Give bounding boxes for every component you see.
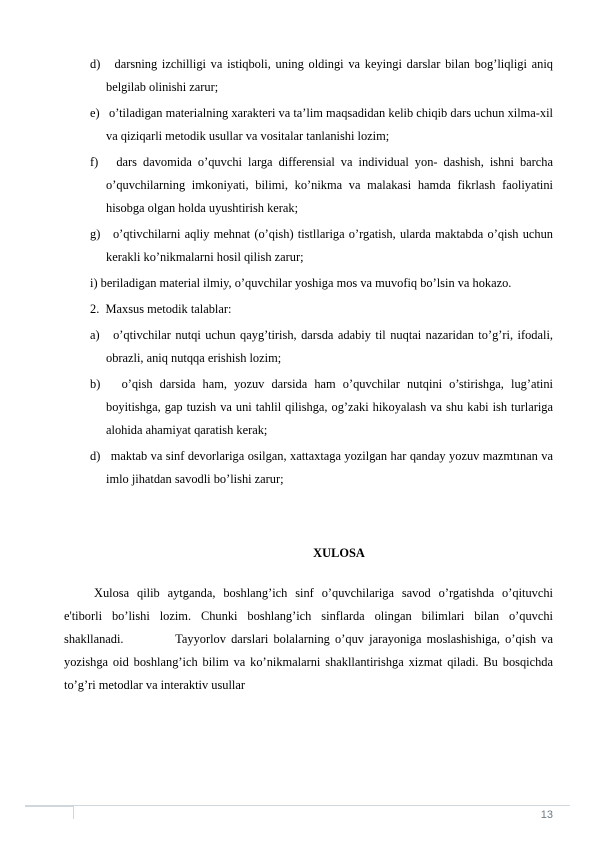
special-item-b: b) o’qish darsida ham, yozuv darsida ham o’quvchilar nutqini o’stirishga, lug’atini boyitishga, gap tuzish va uni tahlil qilishga, og’zaki hikoyalash va shu kabi ish turlariga alohida ahamiyat qaratish kerak;: [90, 377, 553, 437]
conclusion-paragraph: Xulosa qilib aytganda, boshlang’ich sinf o’quvchilariga savod o’rgatishda o’qituvchi e'tiborli bo’lishi lozim. Chunki boshlang’ich sinflarda olingan bilimlari bilan o’quvchi shakllanadi. Tayyorlov darslari bolalarning o’quv jarayoniga moslashishiga, o’qish va yozishga oid boshlang’ich bilim va ko’nikmalarni shakllantirishga xizmat qiladi. Bu bosqichda to’g’ri metodlar va interaktiv usullar: [64, 586, 553, 692]
requirement-item-d: d) darsning izchilligi va istiqboli, uning oldingi va keyingi darslar bilan bog’liqligi aniq belgilab olinishi zarur;: [90, 57, 553, 94]
section-title: XULOSA: [313, 546, 365, 560]
requirement-item-f: f) dars davomida o’quvchi larga differensial va individual yon- dashish, ishni barcha o’quvchilarning imkoniyati, bilimi, ko’nikma va malakasi hamda fikrlash faoliyatini hisobga olgan holda uyushtirish kerak;: [90, 155, 553, 215]
requirement-item-g: g) o’qtivchilarni aqliy mehnat (o’qish) tistllariga o’rgatish, ularda maktabda o’qish uchun kerakli ko’nikmalarni hosil qilish zarur;: [90, 227, 553, 264]
special-item-d: d) maktab va sinf devorlariga osilgan, xattaxtaga yozilgan har qanday yozuv mazmtınan va imlo jihatdan savodli bo’lishi zarur;: [90, 449, 553, 486]
special-item-a: a) o’qtivchilar nutqi uchun qayg’tirish, darsda adabiy til nuqtai nazaridan to’g’ri, ifodali, obrazli, aniq nutqqa erishish lozim;: [90, 328, 553, 365]
footer-divider: [25, 805, 570, 806]
requirement-item-i: i) beriladigan material ilmiy, o’quvchilar yoshiga mos va muvofiq bo’lsin va hokazo.: [90, 276, 512, 290]
page-number: 13: [540, 809, 553, 821]
requirement-item-e: e) o’tiladigan materialning xarakteri va ta’lim maqsadidan kelib chiqib dars uchun xilma-xil va qiziqarli metodik usullar va vositalar tanlanishi lozim;: [90, 106, 553, 143]
footer-tab: [25, 805, 74, 819]
section-heading-special-requirements: 2. Maxsus metodik talablar:: [90, 302, 232, 316]
page-body: [64, 53, 553, 700]
